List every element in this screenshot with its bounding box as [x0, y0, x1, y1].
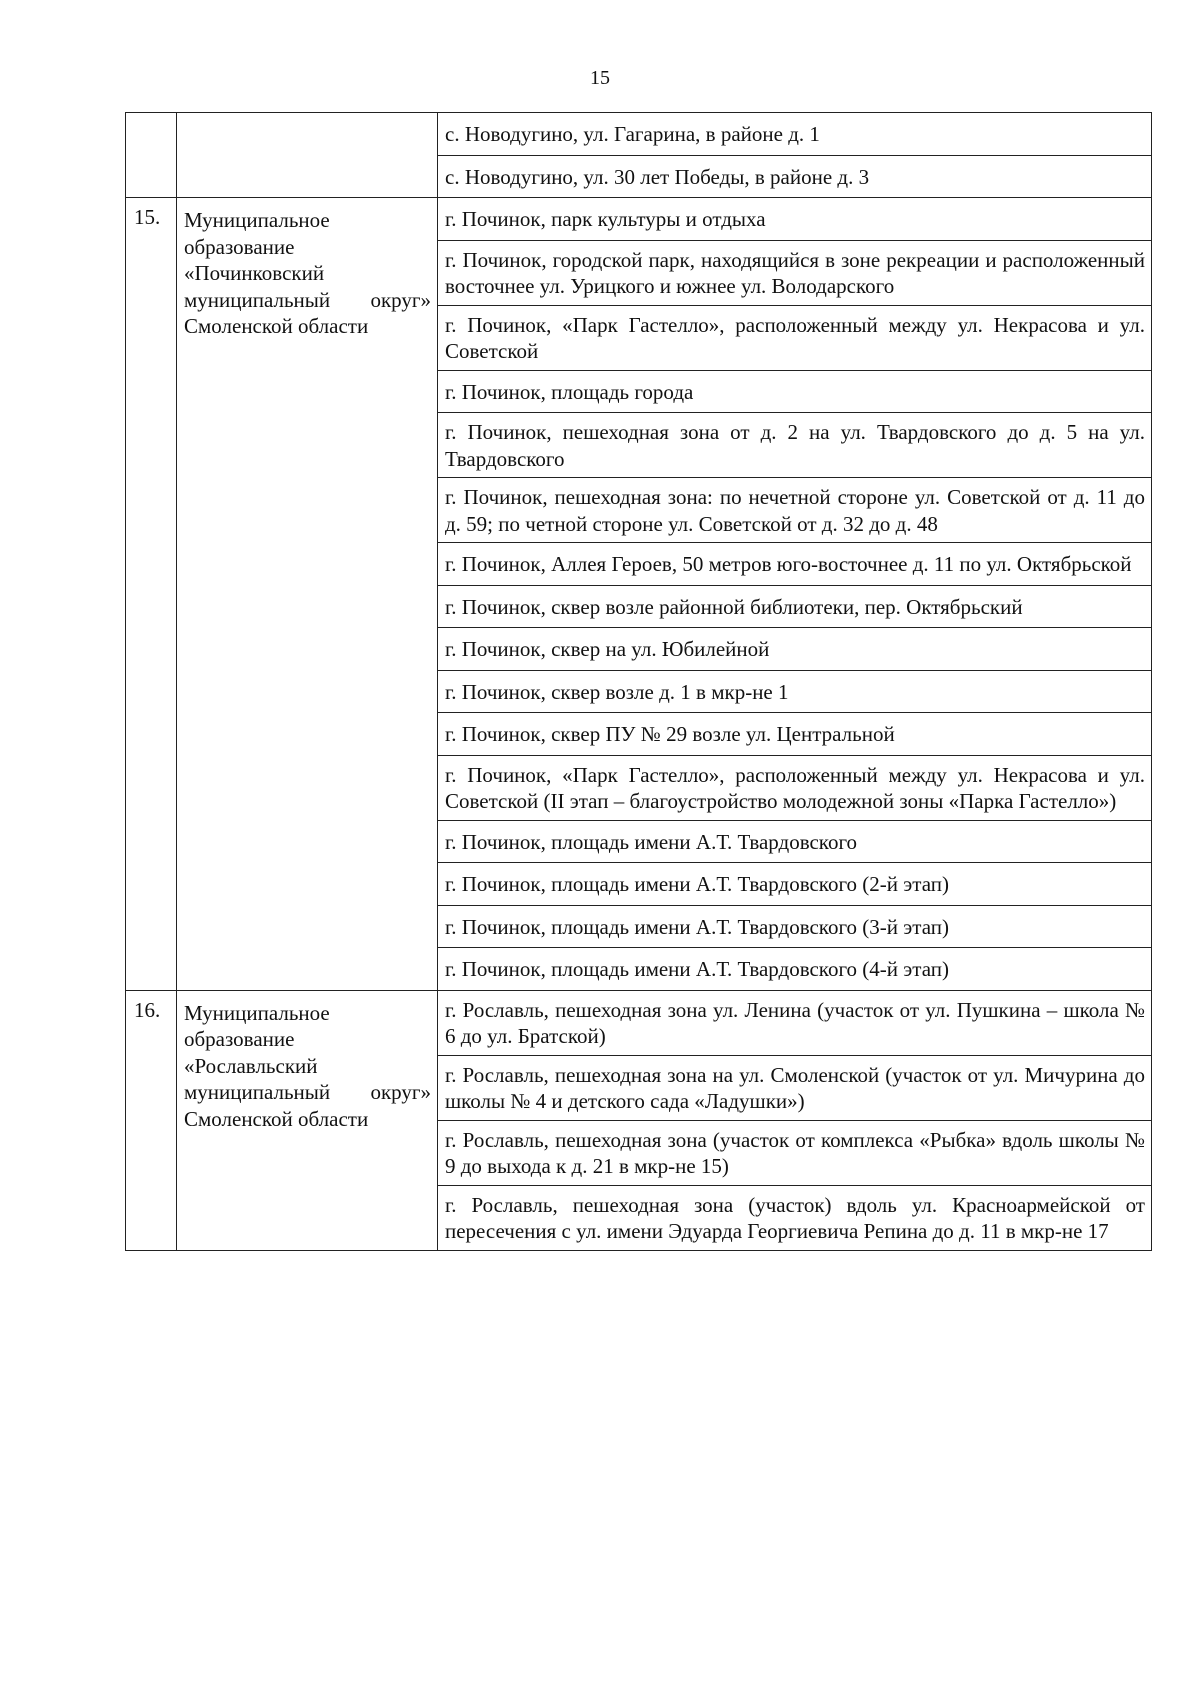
- public-space-cell: г. Починок, площадь имени А.Т. Твардовского (2-й этап): [438, 863, 1152, 906]
- public-space-cell: г. Починок, площадь города: [438, 370, 1152, 413]
- public-space-cell: г. Починок, сквер ПУ № 29 возле ул. Центральной: [438, 713, 1152, 756]
- table-row: [126, 198, 1152, 241]
- public-space-cell: г. Починок, «Парк Гастелло», расположенный между ул. Некрасова и ул. Советской: [438, 305, 1152, 370]
- row-number-cell: 15.: [126, 198, 177, 991]
- public-space-cell: г. Починок, «Парк Гастелло», расположенный между ул. Некрасова и ул. Советской (II этап – благоустройство молодежной зоны «Парка Гастелло»): [438, 755, 1152, 820]
- public-space-cell: г. Починок, пешеходная зона от д. 2 на ул. Твардовского до д. 5 на ул. Твардовского: [438, 413, 1152, 478]
- public-space-cell: г. Рославль, пешеходная зона (участок) вдоль ул. Красноармейской от пересечения с ул. имени Эдуарда Георгиевича Репина до д. 11 в мкр-не 17: [438, 1185, 1152, 1250]
- public-space-cell: г. Починок, площадь имени А.Т. Твардовского: [438, 820, 1152, 863]
- table-row: [126, 990, 1152, 1055]
- municipality-cell: Муниципальное образование «Починковский муниципальный округ» Смоленской области: [177, 198, 438, 991]
- public-space-cell: г. Починок, сквер возле районной библиотеки, пер. Октябрьский: [438, 585, 1152, 628]
- public-space-cell: г. Починок, площадь имени А.Т. Твардовского (3-й этап): [438, 905, 1152, 948]
- public-space-cell: г. Рославль, пешеходная зона ул. Ленина (участок от ул. Пушкина – школа № 6 до ул. Братской): [438, 990, 1152, 1055]
- public-space-cell: г. Починок, площадь имени А.Т. Твардовского (4-й этап): [438, 948, 1152, 991]
- municipality-cell: [177, 113, 438, 198]
- public-space-cell: г. Починок, Аллея Героев, 50 метров юго-восточнее д. 11 по ул. Октябрьской: [438, 543, 1152, 586]
- row-number-cell: 16.: [126, 990, 177, 1250]
- public-space-cell: г. Рославль, пешеходная зона (участок от комплекса «Рыбка» вдоль школы № 9 до выхода к д. 21 в мкр-не 15): [438, 1120, 1152, 1185]
- public-spaces-table: [125, 112, 1152, 1251]
- public-space-cell: с. Новодугино, ул. Гагарина, в районе д. 1: [438, 113, 1152, 156]
- public-space-cell: г. Починок, парк культуры и отдыха: [438, 198, 1152, 241]
- public-space-cell: г. Починок, городской парк, находящийся в зоне рекреации и расположенный восточнее ул. Урицкого и южнее ул. Володарского: [438, 240, 1152, 305]
- page-number: 15: [590, 67, 610, 89]
- public-space-cell: г. Рославль, пешеходная зона на ул. Смоленской (участок от ул. Мичурина до школы № 4 и детского сада «Ладушки»): [438, 1055, 1152, 1120]
- public-space-cell: г. Починок, сквер возле д. 1 в мкр-не 1: [438, 670, 1152, 713]
- table-row: [126, 113, 1152, 156]
- public-space-cell: г. Починок, сквер на ул. Юбилейной: [438, 628, 1152, 671]
- public-space-cell: г. Починок, пешеходная зона: по нечетной стороне ул. Советской от д. 11 до д. 59; по четной стороне ул. Советской от д. 32 до д. 48: [438, 478, 1152, 543]
- table-body: [126, 113, 1152, 1251]
- municipality-cell: Муниципальное образование «Рославльский муниципальный округ» Смоленской области: [177, 990, 438, 1250]
- row-number-cell: [126, 113, 177, 198]
- public-space-cell: с. Новодугино, ул. 30 лет Победы, в районе д. 3: [438, 155, 1152, 198]
